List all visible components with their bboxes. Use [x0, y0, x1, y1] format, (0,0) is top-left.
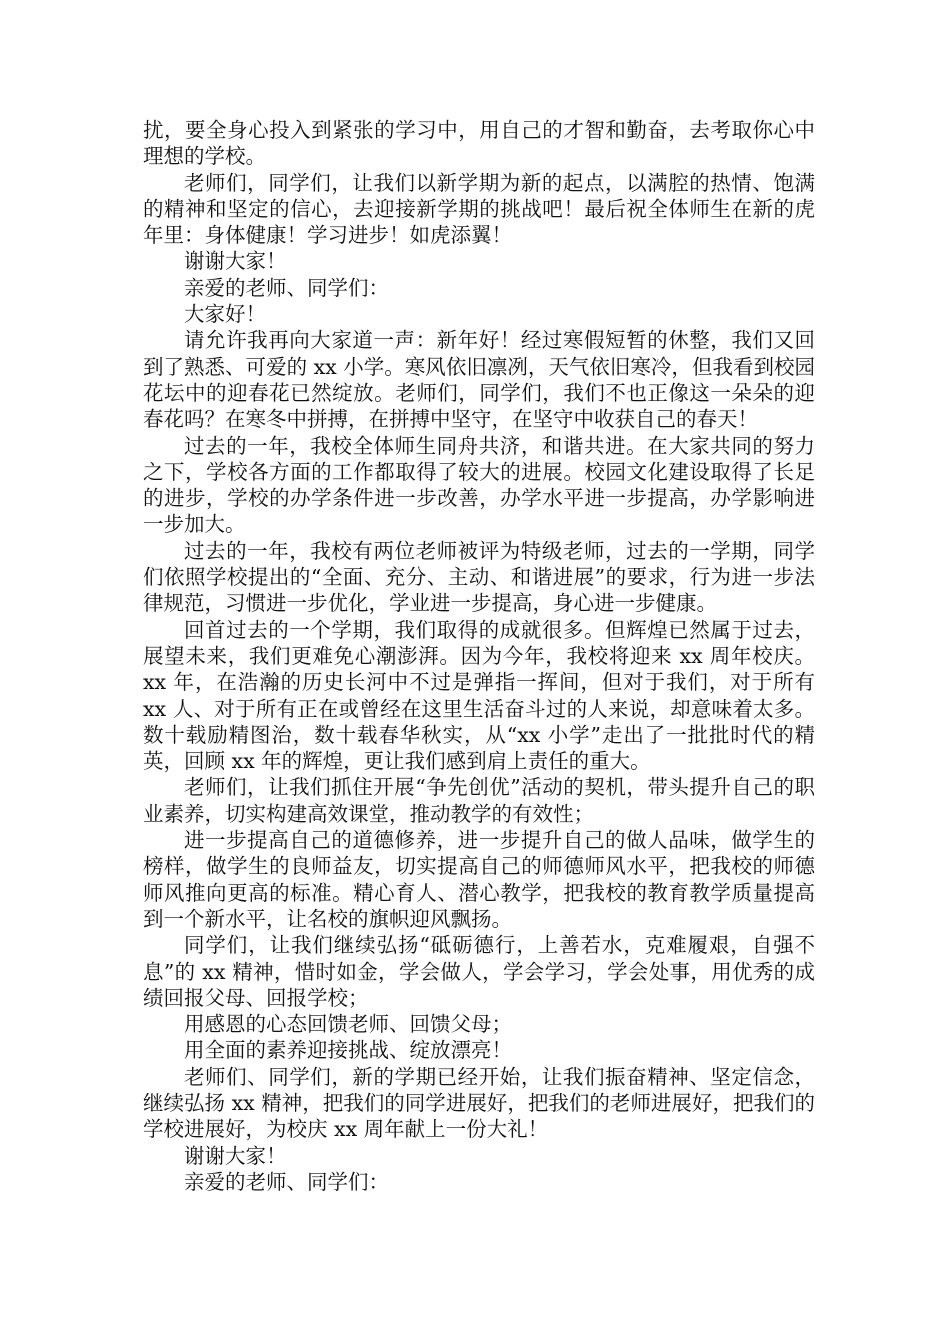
- paragraph: 同学们，让我们继续弘扬“砥砺德行，上善若水，克难履艰，自强不息”的 xx 精神，惜时如金，学会做人，学会学习，学会处事，用优秀的成绩回报父母、回报学校；: [143, 933, 815, 1010]
- paragraph: 谢谢大家！: [184, 1143, 287, 1168]
- paragraph: 进一步提高自己的道德修养，进一步提升自己的做人品味，做学生的榜样，做学生的良师益友，切实提高自己的师德师风水平，把我校的师德师风推向更高的标准。精心育人、潜心教学，把我校的教育教学质量提高到一个新水平，让名校的旗帜迎风飘扬。: [143, 828, 815, 931]
- paragraph: 亲爱的老师、同学们：: [184, 275, 389, 300]
- paragraph: 过去的一年，我校全体师生同舟共济，和谐共进。在大家共同的努力之下，学校各方面的工作都取得了较大的进展。校园文化建设取得了长足的进步，学校的办学条件进一步改善，办学水平进一步提高，办学影响进一步加大。: [143, 433, 815, 537]
- paragraph: 用全面的素养迎接挑战、绽放漂亮！: [184, 1038, 512, 1063]
- paragraph: 老师们，同学们，让我们以新学期为新的起点，以满腔的热情、饱满的精神和坚定的信心，去迎接新学期的挑战吧！最后祝全体师生在新的虎年里：身体健康！学习进步！如虎添翼！: [143, 170, 815, 248]
- paragraph: 请允许我再向大家道一声：新年好！经过寒假短暂的休整，我们又回到了熟悉、可爱的 xx 小学。寒风依旧凛冽，天气依旧寒冷，但我看到校园花坛中的迎春花已然绽放。老师们，同学们，我们不也正像这一朵朵的迎春花吗？在寒冬中拼搏，在拼搏中坚守，在坚守中收获自己的春天！: [143, 328, 815, 432]
- paragraph: 过去的一年，我校有两位老师被评为特级老师，过去的一学期，同学们依照学校提出的“全面、充分、主动、和谐进展”的要求，行为进一步法律规范，习惯进一步优化，学业进一步提高，身心进一步健康。: [143, 538, 815, 616]
- document-body: [143, 117, 815, 1195]
- paragraph: 大家好！: [184, 302, 266, 327]
- paragraph: 用感恩的心态回馈老师、回馈父母；: [184, 1012, 512, 1037]
- paragraph: 老师们，让我们抓住开展“争先创优”活动的契机，带头提升自己的职业素养，切实构建高效课堂，推动教学的有效性；: [143, 775, 815, 826]
- paragraph: 老师们、同学们，新的学期已经开始，让我们振奋精神、坚定信念，继续弘扬 xx 精神，把我们的同学进展好，把我们的老师进展好，把我们的学校进展好，为校庆 xx 周年献上一份大礼！: [143, 1064, 815, 1142]
- paragraph: 亲爱的老师、同学们：: [184, 1169, 389, 1194]
- paragraph: 扰，要全身心投入到紧张的学习中，用自己的才智和勤奋，去考取你心中理想的学校。: [143, 118, 815, 169]
- paragraph: 回首过去的一个学期，我们取得的成就很多。但辉煌已然属于过去，展望未来，我们更难免心潮澎湃。因为今年，我校将迎来 xx 周年校庆。xx 年，在浩瀚的历史长河中不过是弹指一挥间，但对于我们，对于所有 xx 人、对于所有正在或曾经在这里生活奋斗过的人来说，却意味着太多。数十载励精图治，数十载春华秋实，从“xx 小学”走出了一批批时代的精英，回顾 xx 年的辉煌，更让我们感到肩上责任的重大。: [143, 617, 815, 774]
- paragraph: 谢谢大家！: [184, 249, 287, 274]
